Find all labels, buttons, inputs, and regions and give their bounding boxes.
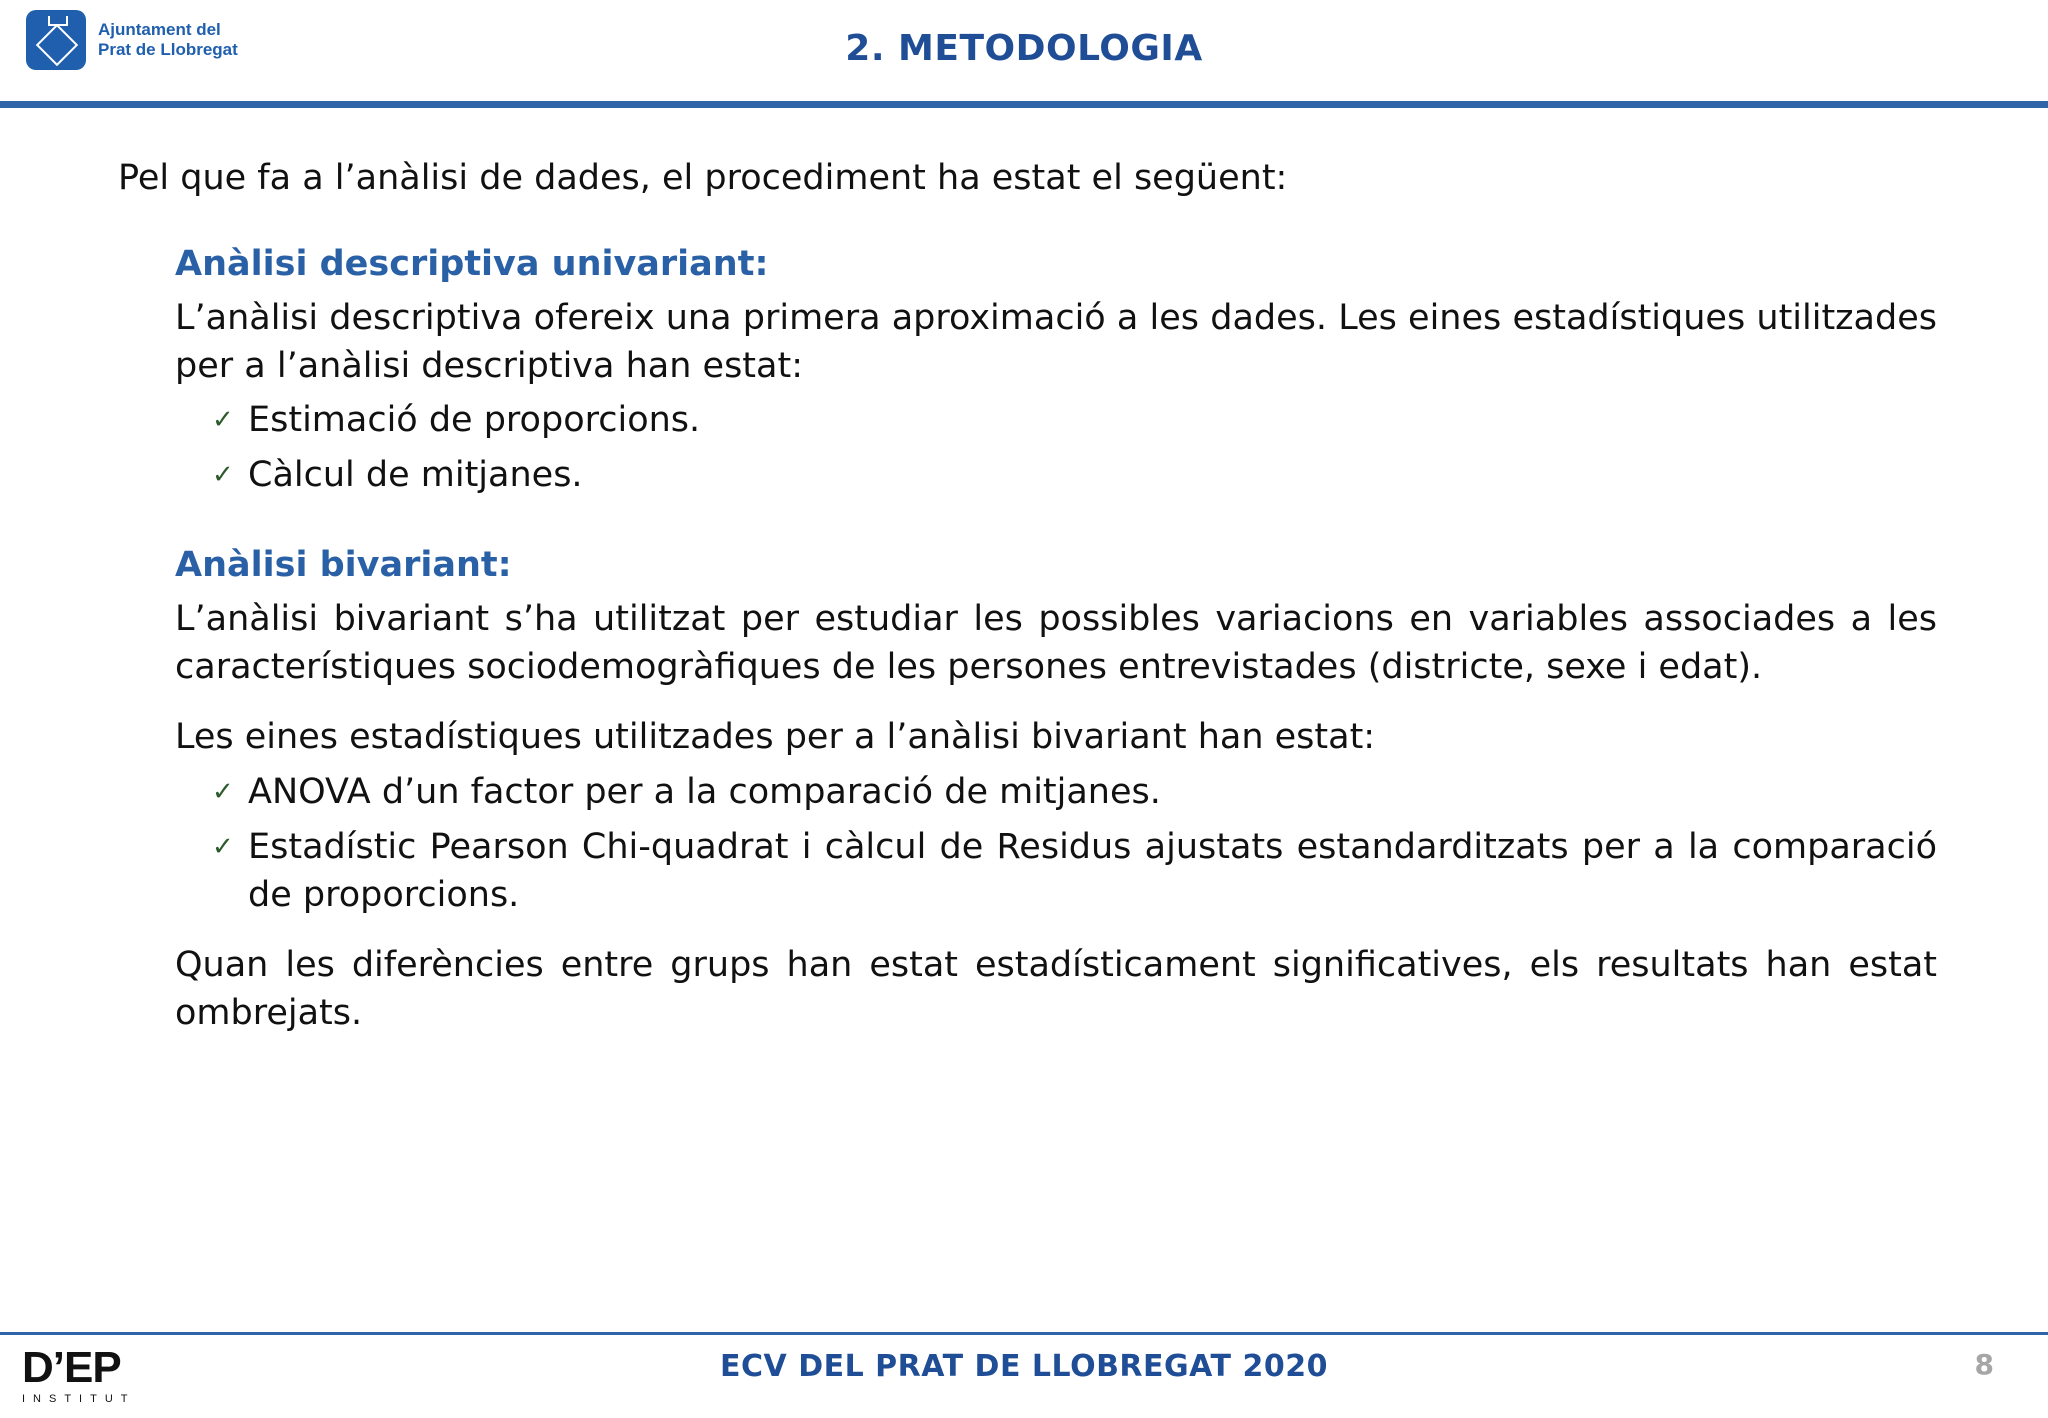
check-icon: ✓ [212,832,234,862]
logo-line-2: Prat de Llobregat [98,40,238,59]
page-number: 8 [1974,1348,1994,1381]
section-univariant [175,240,1937,499]
footer-logo-main: D’EP [22,1343,121,1392]
list-item [175,451,1937,499]
list-item [175,768,1937,816]
list-item [175,396,1937,444]
list-item-text: Estimació de proporcions. [248,400,701,440]
check-icon: ✓ [212,777,234,807]
check-icon: ✓ [212,405,234,435]
section-heading-bivariant: Anàlisi bivariant: [175,545,512,585]
closing-paragraph: Quan les diferències entre grups han estat estadísticament significatives, els resultats han estat ombrejats. [175,945,1937,1033]
checklist-bivariant [175,768,1937,919]
section-paragraph-tools: Les eines estadístiques utilitzades per a l’anàlisi bivariant han estat: [175,717,1376,757]
section-paragraph-bivariant: L’anàlisi bivariant s’ha utilitzat per estudiar les possibles variacions en variables associades a les característiques sociodemogràfiques de les persones entrevistades (districte, sexe i edat). [175,599,1937,687]
section-bivariant [175,541,1937,1037]
logo-line-1: Ajuntament del [98,20,221,39]
intro-text: Pel que fa a l’anàlisi de dades, el procediment ha estat el següent: [118,158,1288,198]
section-heading-univariant: Anàlisi descriptiva univariant: [175,244,769,284]
list-item-text: Càlcul de mitjanes. [248,455,583,495]
list-item-text: ANOVA d’un factor per a la comparació de mitjanes. [248,772,1161,812]
list-item-text: Estadístic Pearson Chi-quadrat i càlcul de Residus ajustats estandarditzats per a la comparació de proporcions. [248,827,1937,915]
check-icon: ✓ [212,460,234,490]
footer-logo-sub: INSTITUT [22,1393,136,1405]
footer-title: ECV DEL PRAT DE LLOBREGAT 2020 [720,1349,1328,1384]
list-item [175,823,1937,919]
slide-title: 2. METODOLOGIA [845,28,1203,69]
checklist-univariant [175,396,1937,499]
header-divider [0,101,2048,108]
footer-divider [0,1332,2048,1335]
section-paragraph-univariant: L’anàlisi descriptiva ofereix una primera aproximació a les dades. Les eines estadístiques utilitzades per a l’anàlisi descriptiva han estat: [175,298,1937,386]
